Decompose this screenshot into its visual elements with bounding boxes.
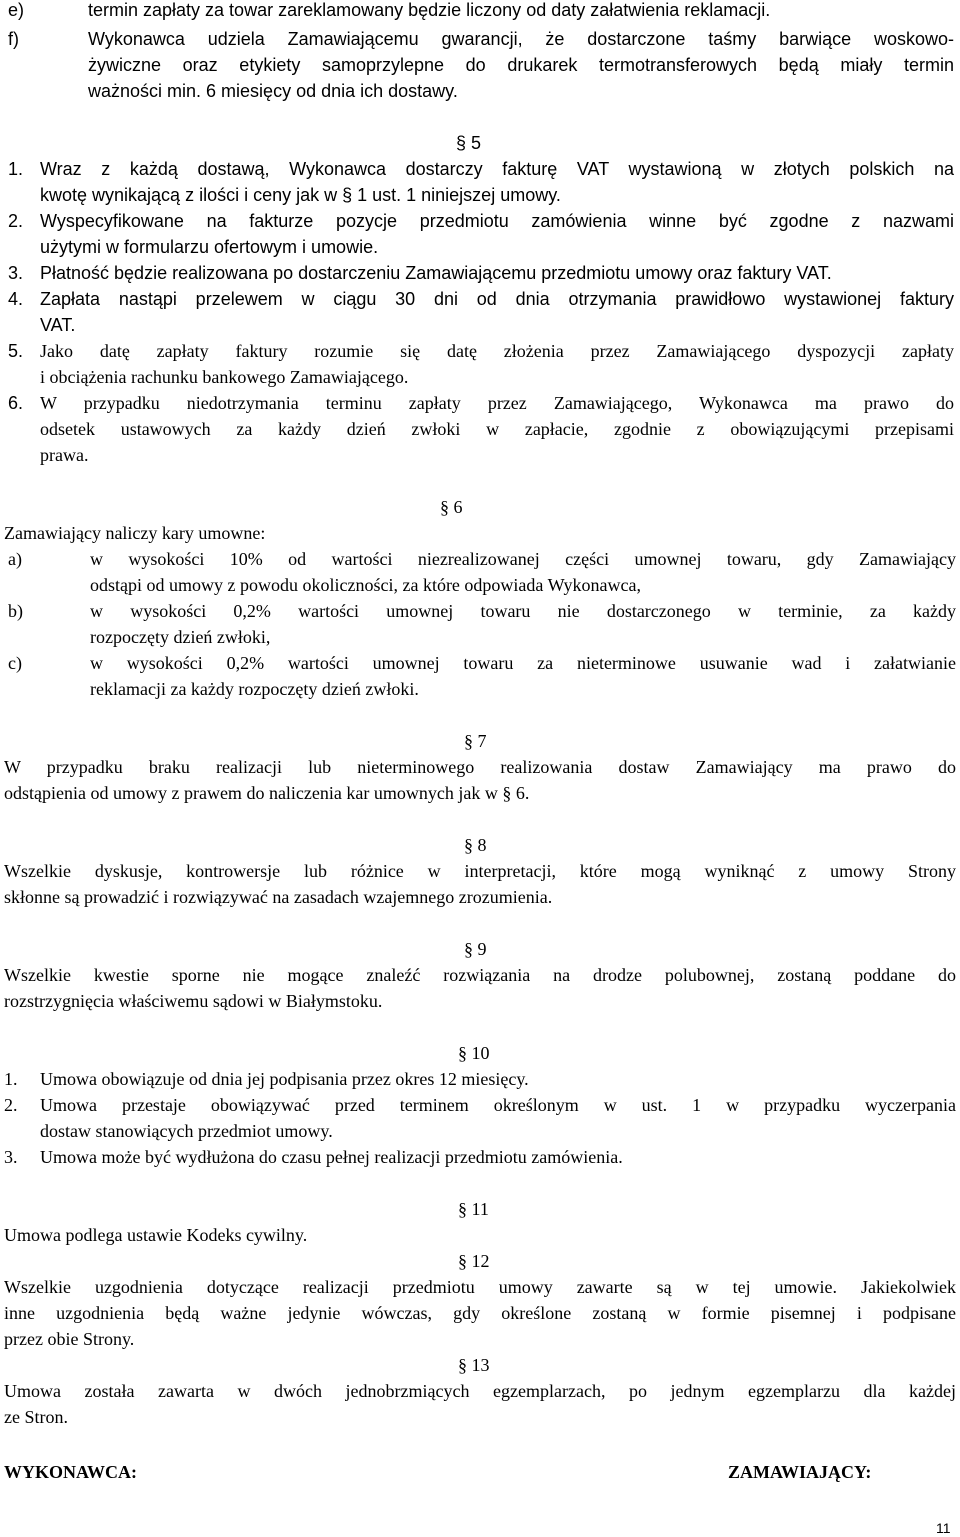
list-marker: b) [8, 601, 23, 621]
clause-f-line: Wykonawca udziela Zamawiającemu gwarancji, że dostarczone taśmy barwiące woskowo- [88, 29, 954, 49]
section-heading: § 8 [464, 835, 487, 855]
item-line: i obciążenia rachunku bankowego Zamawiającego. [40, 367, 409, 387]
page-number: 11 [936, 1520, 951, 1536]
item-line: Wraz z każdą dostawą, Wykonawca dostarczy fakturę VAT wystawioną w złotych polskich na [40, 159, 954, 179]
section-heading: § 12 [458, 1251, 490, 1271]
paragraph-line: Wszelkie dyskusje, kontrowersje lub różnice w interpretacji, które mogą wyniknąć z umowy Strony [4, 861, 956, 881]
item-number: 2. [8, 211, 24, 231]
list-marker-e: e) [8, 0, 25, 20]
paragraph-line: Zamawiający naliczy kary umowne: [4, 523, 266, 543]
paragraph-line: Umowa została zawarta w dwóch jednobrzmiących egzemplarzach, po jednym egzemplarzu dla każdej [4, 1381, 956, 1401]
paragraph-line: Wszelkie uzgodnienia dotyczące realizacji przedmiotu umowy zawarte są w tej umowie. Jakiekolwiek [4, 1277, 956, 1297]
section-heading: § 11 [458, 1199, 489, 1219]
item-line: w wysokości 0,2% wartości umownej towaru za nieterminowe usuwanie wad i załatwianie [90, 653, 956, 673]
paragraph-line: Umowa podlega ustawie Kodeks cywilny. [4, 1225, 308, 1245]
paragraph-line: przez obie Strony. [4, 1329, 135, 1349]
paragraph-line: W przypadku braku realizacji lub nieterminowego realizowania dostaw Zamawiający ma prawo do [4, 757, 956, 777]
paragraph-line: Wszelkie kwestie sporne nie mogące znaleźć rozwiązania na drodze polubownej, zostaną poddane do [4, 965, 956, 985]
item-line: dostaw stanowiących przedmiot umowy. [40, 1121, 333, 1141]
item-line: w wysokości 10% od wartości niezrealizowanej części umownej towaru, gdy Zamawiający [90, 549, 956, 569]
item-line: Umowa obowiązuje od dnia jej podpisania przez okres 12 miesięcy. [40, 1069, 529, 1089]
item-line: Zapłata nastąpi przelewem w ciągu 30 dni od dnia otrzymania prawidłowo wystawionej faktury [40, 289, 954, 309]
section-heading: § 9 [464, 939, 487, 959]
item-line: VAT. [40, 315, 76, 335]
item-number: 6. [8, 393, 24, 413]
item-line: odsetek ustawowych za każdy dzień zwłoki w zapłacie, zgodnie z obowiązującymi przepisami [40, 419, 954, 439]
item-line: Umowa przestaje obowiązywać przed terminem określonym w ust. 1 w przypadku wyczerpania [40, 1095, 956, 1115]
item-line: rozpoczęty dzień zwłoki, [90, 627, 271, 647]
item-line: Umowa może być wydłużona do czasu pełnej realizacji przedmiotu zamówienia. [40, 1147, 623, 1167]
item-line: odstąpi od umowy z powodu okoliczności, za które odpowiada Wykonawca, [90, 575, 641, 595]
item-line: reklamacji za każdy rozpoczęty dzień zwłoki. [90, 679, 419, 699]
item-number: 1. [8, 159, 24, 179]
section-heading: § 13 [458, 1355, 490, 1375]
list-marker: a) [8, 549, 22, 569]
item-line: prawa. [40, 445, 89, 465]
item-number: 3. [4, 1147, 18, 1167]
item-line: kwotę wynikającą z ilości i ceny jak w § 1 ust. 1 niniejszej umowy. [40, 185, 561, 205]
item-line: W przypadku niedotrzymania terminu zapłaty przez Zamawiającego, Wykonawca ma prawo do [40, 393, 954, 413]
item-number: 1. [4, 1069, 18, 1089]
item-line: Wyspecyfikowane na fakturze pozycje przedmiotu zamówienia winne być zgodne z nazwami [40, 211, 954, 231]
item-line: Jako datę zapłaty faktury rozumie się datę złożenia przez Zamawiającego dyspozycji zapłaty [40, 341, 954, 361]
item-line: Płatność będzie realizowana po dostarczeniu Zamawiającemu przedmiotu umowy oraz faktury VAT. [40, 263, 832, 283]
section-heading: § 5 [456, 133, 482, 153]
section-heading: § 10 [458, 1043, 490, 1063]
paragraph-line: odstąpienia od umowy z prawem do naliczenia kar umownych jak w § 6. [4, 783, 530, 803]
paragraph-line: inne uzgodnienia będą ważne jedynie wówczas, gdy określone zostaną w formie pisemnej i podpisane [4, 1303, 956, 1323]
item-number: 5. [8, 341, 24, 361]
clause-f-line: żywiczne oraz etykiety samoprzylepne do drukarek termotransferowych będą miały termin [88, 55, 954, 75]
item-number: 2. [4, 1095, 18, 1115]
paragraph-line: rozstrzygnięcia właściwemu sądowi w Białymstoku. [4, 991, 383, 1011]
paragraph-line: skłonne są prowadzić i rozwiązywać na zasadach wzajemnego zrozumienia. [4, 887, 553, 907]
signature-label-client: ZAMAWIAJĄCY: [728, 1462, 872, 1482]
item-line: użytymi w formularzu ofertowym i umowie. [40, 237, 379, 257]
item-number: 4. [8, 289, 24, 309]
list-marker-f: f) [8, 29, 19, 49]
signature-label-contractor: WYKONAWCA: [4, 1462, 137, 1482]
section-heading: § 7 [464, 731, 487, 751]
clause-e-text: termin zapłaty za towar zareklamowany będzie liczony od daty załatwienia reklamacji. [88, 0, 771, 20]
item-line: w wysokości 0,2% wartości umownej towaru nie dostarczonego w terminie, za każdy [90, 601, 956, 621]
section-heading: § 6 [440, 497, 463, 517]
clause-f-line: ważności min. 6 miesięcy od dnia ich dostawy. [88, 81, 458, 101]
item-number: 3. [8, 263, 24, 283]
paragraph-line: ze Stron. [4, 1407, 68, 1427]
list-marker: c) [8, 653, 22, 673]
